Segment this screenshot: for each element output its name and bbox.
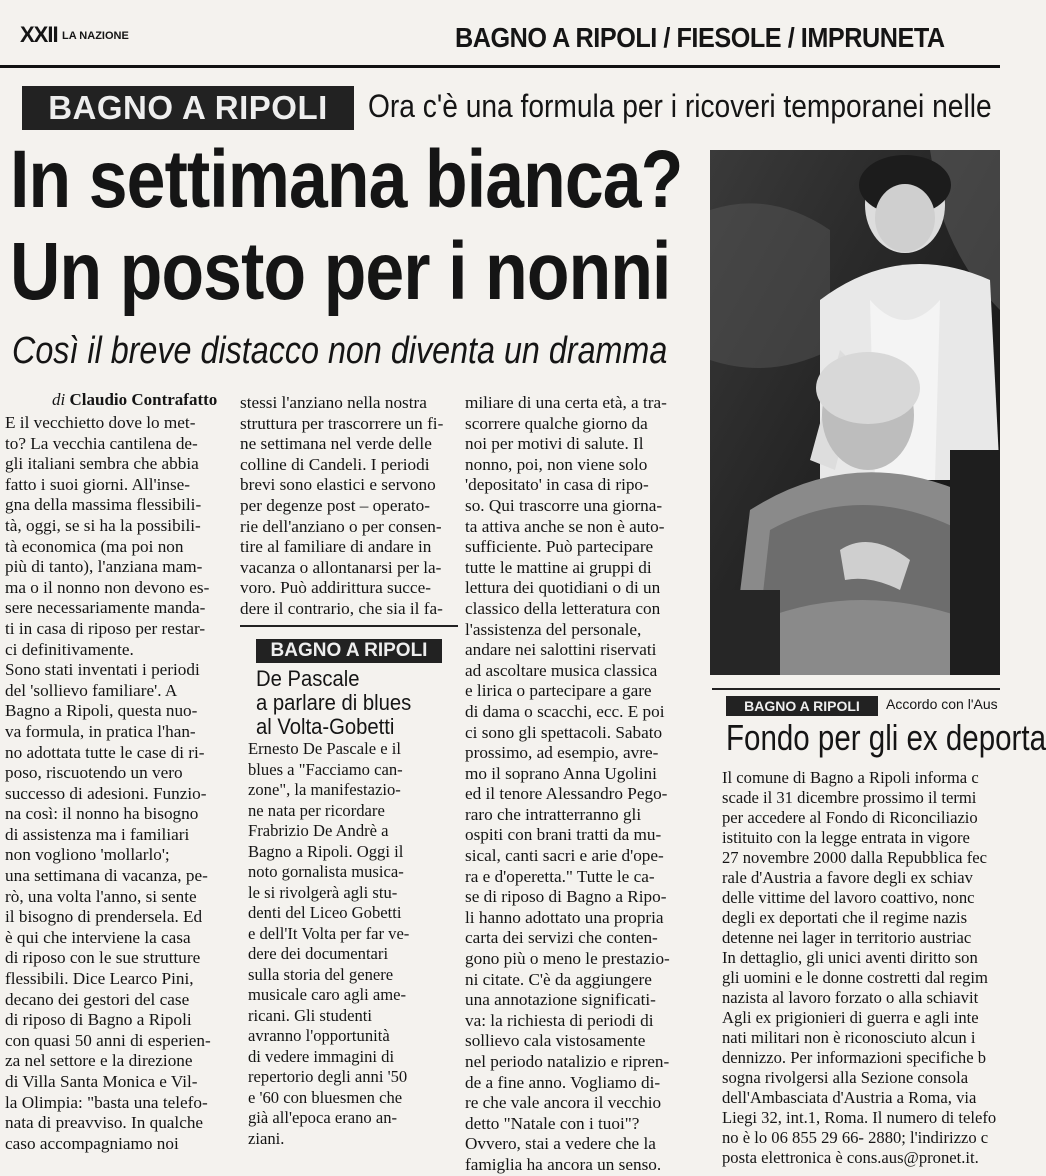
text-line: di assistenza ma i familiari bbox=[5, 824, 190, 844]
text-line: Ovvero, stai a vedere che la bbox=[465, 1134, 656, 1154]
text-line: Bagno a Ripoli, questa nuo- bbox=[5, 701, 198, 721]
text-line: sical, canti sacri e arie d'ope- bbox=[465, 846, 664, 866]
text-line: dennizzo. Per informazioni specifiche b bbox=[722, 1048, 987, 1067]
text-line: 27 novembre 2000 dalla Repubblica fec bbox=[722, 848, 987, 867]
text-line: flessibili. Dice Learco Pini, bbox=[5, 969, 194, 989]
text-line: Frabrizio De Andrè a bbox=[248, 821, 389, 840]
text-line: no è lo 06 855 29 66- 2880; l'indirizzo c bbox=[722, 1128, 989, 1147]
text-line: la Olimpia: "basta una telefo- bbox=[5, 1092, 208, 1112]
text-line: ni citate. C'è da aggiungere bbox=[465, 969, 652, 989]
text-line: rie dell'anziano o per consen- bbox=[240, 516, 442, 536]
text-line: scade il 31 dicembre prossimo il termi bbox=[722, 788, 977, 807]
headline-line-2: Un posto per i nonni bbox=[10, 226, 671, 317]
text-line: nel periodo natalizio e ripren- bbox=[465, 1052, 670, 1071]
text-line: ti in casa di riposo per restar- bbox=[5, 618, 206, 638]
corner-headline: Fondo per gli ex deporta bbox=[726, 717, 1046, 758]
text-line: gli uomini e le donne costretti dal regim bbox=[722, 968, 988, 987]
text-line: e lirica o partecipare a gare bbox=[465, 681, 652, 701]
text-line: Sono stati inventati i periodi bbox=[5, 660, 200, 680]
text-line: gli italiani sembra che abbia bbox=[5, 454, 199, 474]
text-line: tà economica (ma poi non bbox=[5, 536, 184, 556]
subheadline: Così il breve distacco non diventa un dramma bbox=[12, 330, 668, 372]
text-line: rale d'Austria a favore degli ex schiav bbox=[722, 868, 973, 887]
text-line: detenne nei lager in territorio austriac bbox=[722, 928, 972, 947]
text-line: istituito con la legge entrata in vigore bbox=[722, 828, 970, 847]
text-line: Ernesto De Pascale e il bbox=[248, 739, 401, 758]
text-line: re che vale ancora il vecchio bbox=[465, 1093, 662, 1113]
text-line: colline di Candeli. I periodi bbox=[240, 454, 430, 474]
text-line: delle vittime del lavoro coattivo, nonc bbox=[722, 888, 975, 907]
text-line: noto gornalista musica- bbox=[248, 862, 404, 881]
text-line: le si rivolgerà agli stu- bbox=[248, 882, 398, 902]
article-topline: Ora c'è una formula per i ricoveri temporanei nelle bbox=[368, 88, 992, 124]
text-line: ed il tenore Alessandro Pego- bbox=[465, 784, 668, 804]
text-line: non vogliono 'mollarlo'; bbox=[5, 845, 170, 865]
text-line: detto "Natale con i tuoi"? bbox=[465, 1113, 640, 1133]
text-line: tà, oggi, se si ha la possibili- bbox=[5, 515, 201, 535]
text-line: ziani. bbox=[248, 1128, 285, 1148]
text-line: va: la richiesta di periodi di bbox=[465, 1010, 654, 1030]
text-line: ci definitivamente. bbox=[5, 639, 134, 659]
corner-kicker: BAGNO A RIPOLI bbox=[726, 696, 878, 716]
text-line: lettura dei quotidiani o di un bbox=[465, 578, 661, 598]
text-line: na così: il nonno ha bisogno bbox=[5, 804, 199, 824]
text-line: de a fine anno. Vogliamo di- bbox=[465, 1072, 661, 1092]
text-line: Agli ex prigionieri di guerra e agli inte bbox=[722, 1008, 979, 1027]
text-line: nonno, poi, non viene solo bbox=[465, 454, 648, 474]
text-line: successo di adesioni. Funzio- bbox=[5, 783, 207, 803]
text-line: più di tanto), l'anziana mam- bbox=[5, 557, 203, 577]
text-line: noi per motivi di salute. Il bbox=[465, 434, 644, 454]
text-line: caso accompagniamo noi bbox=[5, 1133, 179, 1153]
text-line: il bisogno di prendersela. Ed bbox=[5, 907, 203, 927]
corner-story bbox=[712, 688, 1046, 1167]
text-line: za nel settore e la direzione bbox=[5, 1051, 193, 1071]
text-line: raro che intratterranno gli bbox=[465, 804, 642, 824]
article-column-1 bbox=[5, 413, 228, 1154]
text-line: di riposo di Bagno a Ripoli bbox=[5, 1010, 192, 1030]
corner-note: Accordo con l'Aus bbox=[886, 696, 998, 712]
text-line: ne nata per ricordare bbox=[248, 800, 385, 820]
text-line: già all'epoca erano an- bbox=[248, 1108, 398, 1127]
text-line: è qui che interviene la casa bbox=[5, 927, 191, 947]
text-line: blues a "Facciamo can- bbox=[248, 759, 403, 779]
text-line: del 'sollievo familiare'. A bbox=[5, 680, 178, 700]
text-line: andare nei salottini riservati bbox=[465, 640, 657, 660]
text-line: Il comune di Bagno a Ripoli informa c bbox=[722, 768, 979, 787]
byline bbox=[52, 390, 217, 410]
text-line: classico della letteratura con bbox=[465, 598, 661, 618]
newspaper-name: LA NAZIONE bbox=[62, 30, 129, 42]
text-line: ra e d'operetta." Tutte le ca- bbox=[465, 866, 655, 886]
text-line: zone", la manifestazio- bbox=[248, 780, 401, 799]
text-line: degli ex deportati che il regime nazis bbox=[722, 908, 968, 927]
sidebar-story bbox=[240, 625, 458, 1148]
text-line: sere necessariamente manda- bbox=[5, 598, 206, 618]
sidebar-body bbox=[248, 739, 453, 1149]
text-line: una settimana di vacanza, pe- bbox=[5, 866, 208, 886]
corner-body bbox=[722, 768, 1022, 1168]
text-line: tutte le mattine ai gruppi di bbox=[465, 557, 652, 577]
byline-author: Claudio Contrafatto bbox=[69, 390, 218, 409]
text-line: musicale caro agli ame- bbox=[248, 985, 407, 1004]
text-line: li hanno adottato una propria bbox=[465, 907, 664, 927]
text-line: nata di preavviso. In qualche bbox=[5, 1113, 204, 1133]
text-line: voro. Può addirittura succe- bbox=[240, 578, 431, 598]
text-line: rò, una volta l'anno, si sente bbox=[5, 886, 197, 906]
headline-line-1: In settimana bianca? bbox=[10, 134, 683, 225]
text-line: so. Qui trascorre una giorna- bbox=[465, 495, 663, 515]
photo-image bbox=[710, 150, 1000, 675]
text-line: l'assistenza del personale, bbox=[465, 619, 642, 639]
text-line: va formula, in pratica l'han- bbox=[5, 721, 196, 741]
text-line: stessi l'anziano nella nostra bbox=[240, 393, 427, 412]
text-line: se di riposo di Bagno a Ripo- bbox=[465, 887, 667, 907]
text-line: ci sono gli spettacoli. Sabato bbox=[465, 722, 663, 742]
article-column-2 bbox=[240, 393, 468, 620]
text-line: ne settimana nel verde delle bbox=[240, 434, 432, 454]
text-line: di dama o scacchi, ecc. E poi bbox=[465, 701, 665, 721]
text-line: In dettaglio, gli unici aventi diritto son bbox=[722, 948, 978, 967]
text-line: dere il contrario, che sia il fa- bbox=[240, 598, 443, 618]
sidebar-kicker: BAGNO A RIPOLI bbox=[256, 639, 442, 663]
text-line: mo il soprano Anna Ugolini bbox=[465, 763, 657, 783]
text-line: vacanza o allontanarsi per la- bbox=[240, 557, 442, 577]
text-line: sollievo cala vistosamente bbox=[465, 1031, 646, 1051]
sidebar-headline bbox=[256, 667, 440, 739]
text-line: famiglia ha ancora un senso. bbox=[465, 1154, 662, 1174]
text-line: to? La vecchia cantilena de- bbox=[5, 433, 198, 453]
text-line: posta elettronica è cons.aus@pronet.it. bbox=[722, 1148, 979, 1167]
text-line: decano dei gestori del case bbox=[5, 989, 190, 1009]
text-line: dere dei documentari bbox=[248, 944, 389, 963]
header-rule bbox=[0, 65, 1000, 68]
text-line: di Villa Santa Monica e Vil- bbox=[5, 1072, 198, 1091]
text-line: carta dei servizi che conten- bbox=[465, 928, 658, 948]
page-number: XXII bbox=[20, 22, 58, 47]
text-line: 'depositato' in casa di ripo- bbox=[465, 475, 649, 495]
text-line: nazista al lavoro forzato o alla schiavit bbox=[722, 988, 979, 1007]
byline-prefix: di bbox=[52, 390, 66, 409]
text-line: avranno l'opportunità bbox=[248, 1026, 390, 1045]
section-title: BAGNO A RIPOLI / FIESOLE / IMPRUNETA bbox=[455, 22, 945, 53]
text-line: De Pascale bbox=[256, 666, 360, 691]
page-header bbox=[0, 0, 1000, 72]
text-line: nati militari non è riconosciuto alcun i bbox=[722, 1028, 976, 1047]
text-line: di riposo con le sue strutture bbox=[5, 948, 201, 968]
article-column-3 bbox=[465, 393, 697, 1176]
text-line: sulla storia del genere bbox=[248, 964, 394, 984]
article-kicker: BAGNO A RIPOLI bbox=[22, 86, 354, 130]
text-line: repertorio degli anni '50 bbox=[248, 1067, 408, 1086]
text-line: con quasi 50 anni di esperien- bbox=[5, 1030, 211, 1050]
text-line: prossimo, ad esempio, avre- bbox=[465, 743, 659, 763]
text-line: per degenze post – operato- bbox=[240, 495, 430, 515]
text-line: E il vecchietto dove lo met- bbox=[5, 413, 196, 432]
text-line: ad ascoltare musica classica bbox=[465, 660, 658, 680]
article-photo bbox=[710, 150, 1000, 675]
text-line: al Volta-Gobetti bbox=[256, 714, 395, 739]
text-line: brevi sono elastici e servono bbox=[240, 475, 436, 495]
text-line: struttura per trascorrere un fi- bbox=[240, 413, 444, 433]
text-line: gna della massima flessibili- bbox=[5, 495, 202, 515]
text-line: ma o il nonno non devono es- bbox=[5, 577, 210, 597]
text-line: dell'Ambasciata d'Austria a Roma, via bbox=[722, 1088, 977, 1107]
text-line: denti del Liceo Gobetti bbox=[248, 903, 402, 922]
text-line: tire al familiare di andare in bbox=[240, 537, 432, 557]
text-line: fatto i suoi giorni. All'inse- bbox=[5, 474, 190, 494]
text-line: gono più o meno le prestazio- bbox=[465, 949, 670, 969]
text-line: miliare di una certa età, a tra- bbox=[465, 393, 667, 412]
text-line: sufficiente. Può partecipare bbox=[465, 537, 654, 557]
text-line: scorrere qualche giorno da bbox=[465, 413, 648, 433]
text-line: poso, riscuotendo un vero bbox=[5, 763, 183, 783]
text-line: sogna rivolgersi alla Sezione consola bbox=[722, 1068, 969, 1087]
text-line: ta attiva anche se non è auto- bbox=[465, 516, 665, 536]
text-line: Liegi 32, int.1, Roma. Il numero di telefo bbox=[722, 1108, 997, 1127]
text-line: ospiti con brani tratti da mu- bbox=[465, 825, 662, 845]
text-line: e '60 con bluesmen che bbox=[248, 1087, 403, 1107]
text-line: ricani. Gli studenti bbox=[248, 1005, 372, 1025]
text-line: e dell'It Volta per far ve- bbox=[248, 923, 410, 943]
text-line: a parlare di blues bbox=[256, 690, 412, 715]
text-line: no adottata tutte le case di ri- bbox=[5, 742, 205, 762]
text-line: Bagno a Ripoli. Oggi il bbox=[248, 841, 404, 861]
text-line: una annotazione significati- bbox=[465, 990, 656, 1010]
text-line: per accedere al Fondo di Riconciliazio bbox=[722, 808, 978, 827]
text-line: di vedere immagini di bbox=[248, 1046, 395, 1066]
